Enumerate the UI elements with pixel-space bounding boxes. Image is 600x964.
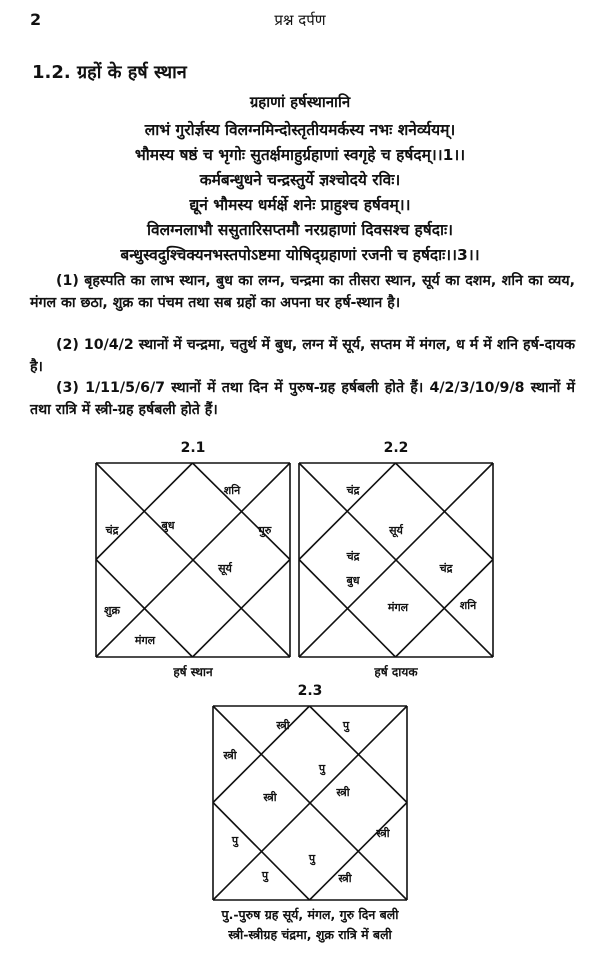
planet-label: मंगल [134, 634, 156, 647]
section-title: 1.2. ग्रहों के हर्ष स्थान [32, 62, 187, 83]
footnote: स्त्री-स्त्रीग्रह चंद्रमा, शुक्र रात्रि में बली [228, 927, 392, 942]
planet-label: शनि [223, 484, 241, 497]
horoscope-chart-2-1 [95, 462, 291, 662]
page-number: 2 [30, 10, 42, 29]
planet-label: स्त्री [338, 872, 352, 885]
verse-line: विलग्नलाभौ ससुतारिसप्तमौ नरग्रहाणां दिवसश्च हर्षदाः। [146, 221, 453, 239]
planet-label: शनि [459, 599, 477, 612]
chart-title: 2.1 [180, 440, 206, 456]
verse-line: कर्मबन्धुधने चन्द्रस्तुर्ये ज्ञश्चोदये रविः। [199, 171, 401, 189]
verse-line: द्यूनं भौमस्य धर्मर्क्षे शनेः प्राहुश्च हर्षवम्।। [189, 196, 411, 214]
planet-label: चंद्र [346, 550, 360, 563]
planet-label: चंद्र [105, 524, 119, 537]
chart-title: 2.2 [383, 440, 409, 456]
planet-label: पु [342, 719, 350, 732]
planet-label: पु [308, 852, 316, 865]
horoscope-chart-2-2 [298, 462, 494, 662]
paragraph: (1) बृहस्पति का लाभ स्थान, बुध का लग्न, चन्द्रमा का तीसरा स्थान, सूर्य का दशम, शनि का व्यय, मंगल का छठा, शुक्र का पंचम तथा सब ग्रहों का अपना घर हर्ष-स्थान है। [30, 273, 575, 311]
planet-label: बुध [161, 519, 175, 532]
footnote: पु.-पुरुष ग्रह सूर्य, मंगल, गुरु दिन बली [221, 907, 399, 922]
planet-label: गुरु [258, 524, 272, 537]
planet-label: चंद्र [346, 484, 360, 497]
planet-label: मंगल [387, 601, 409, 614]
planet-label: पु [261, 869, 269, 882]
planet-label: स्त्री [223, 749, 237, 762]
chart-caption: हर्ष स्थान [173, 665, 213, 679]
planet-label: स्त्री [336, 786, 350, 799]
planet-label: स्त्री [276, 719, 290, 732]
paragraph: (3) 1/11/5/6/7 स्थानों में तथा दिन में पुरुष-ग्रह हर्षबली होते हैं। 4/2/3/10/9/8 स्थानों में तथा रात्रि में स्त्री-ग्रह हर्षबली होते हैं। [30, 380, 575, 418]
paragraph: (2) 10/4/2 स्थानों में चन्द्रमा, चतुर्थ में बुध, लग्न में सूर्य, सप्तम में मंगल, ध र्म में शनि हर्ष-दायक है। [30, 337, 575, 375]
planet-label: सूर्य [218, 562, 232, 575]
planet-label: सूर्य [389, 524, 403, 537]
planet-label: पु [231, 834, 239, 847]
planet-label: स्त्री [376, 827, 390, 840]
horoscope-chart-2-3 [212, 705, 408, 905]
verse-line: बन्धुस्वदुश्चिक्यनभस्तपोऽष्टमा योषिद्ग्रहाणां रजनी च हर्षदाः।।3।। [120, 246, 480, 264]
planet-label: पु [318, 762, 326, 775]
verse-line: भौमस्य षष्ठं च भृगोः सुतर्क्षमाहुर्ग्रहाणां स्वगृहे च हर्षदम्।।1।। [134, 146, 466, 164]
planet-label: शुक्र [104, 604, 120, 617]
running-title: प्रश्न दर्पण [274, 11, 326, 29]
planet-label: स्त्री [263, 791, 277, 804]
planet-label: बुध [346, 574, 360, 587]
chart-caption: हर्ष दायक [374, 665, 418, 679]
chart-title: 2.3 [297, 683, 323, 699]
verse-heading: ग्रहाणां हर्षस्थानानि [249, 93, 351, 111]
verse-line: लाभं गुरोर्ज्ञस्य विलग्नमिन्दोस्तृतीयमर्कस्य नभः शनेर्व्ययम्। [144, 121, 456, 139]
planet-label: चंद्र [439, 562, 453, 575]
